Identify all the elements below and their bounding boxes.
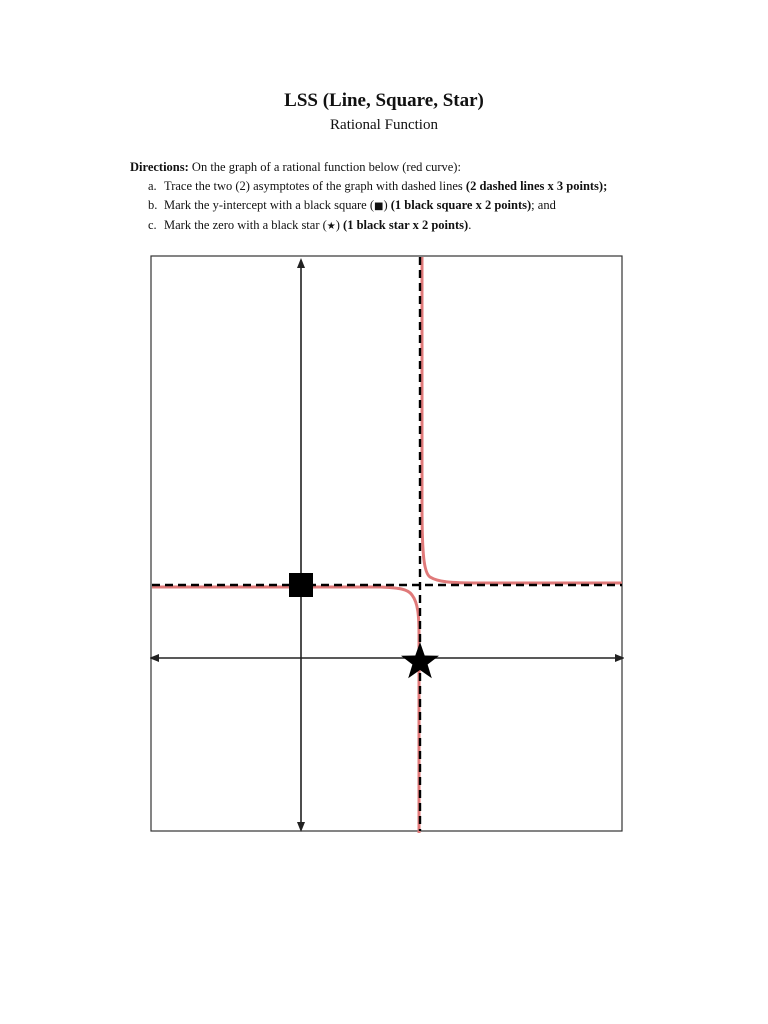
item-text: Mark the zero with a black star (	[164, 218, 327, 232]
item-tail: ; and	[531, 198, 556, 212]
curve-upper-right	[422, 257, 622, 583]
item-text: Mark the y-intercept with a black square (	[164, 198, 374, 212]
directions-label: Directions:	[130, 160, 189, 174]
item-text-2: )	[383, 198, 391, 212]
item-points: (2 dashed lines x 3 points);	[465, 179, 608, 193]
black-square-icon: ■	[374, 201, 384, 212]
black-star-icon: ★	[326, 221, 336, 232]
rational-function-graph	[150, 255, 624, 833]
item-points: (1 black square x 2 points)	[390, 198, 532, 212]
directions-text: On the graph of a rational function below (red curve):	[191, 160, 461, 174]
worksheet-subtitle: Rational Function	[330, 117, 438, 133]
directions-lead	[130, 158, 690, 177]
item-text: Trace the two (2) asymptotes of the graph with dashed lines	[164, 179, 466, 193]
direction-item-a	[130, 177, 690, 196]
curve-lower-left	[152, 587, 419, 833]
worksheet-title: LSS (Line, Square, Star)	[284, 90, 484, 111]
direction-item-c	[130, 216, 690, 236]
item-text-2: )	[335, 218, 344, 232]
y-intercept-square	[289, 573, 313, 597]
item-letter: b.	[148, 198, 158, 212]
item-tail: .	[468, 218, 472, 232]
graph-frame	[151, 256, 622, 831]
item-letter: a.	[148, 179, 157, 193]
item-letter: c.	[148, 218, 157, 232]
directions-block	[130, 158, 690, 236]
direction-item-b	[130, 196, 690, 216]
item-points: (1 black star x 2 points)	[343, 218, 469, 232]
